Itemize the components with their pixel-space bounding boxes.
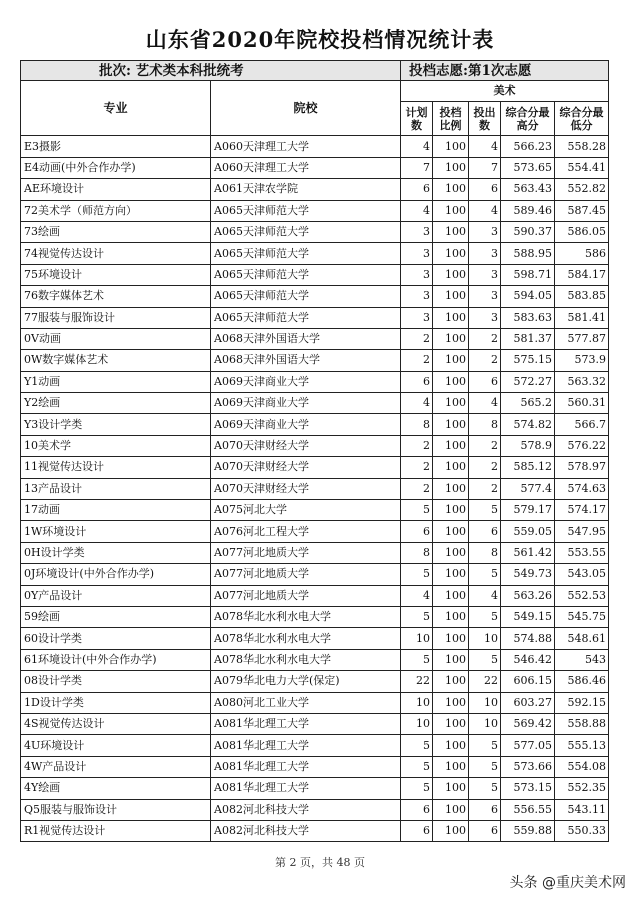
school-cell: A081华北理工大学 — [211, 735, 401, 756]
ratio-cell: 100 — [433, 778, 469, 799]
ratio-cell: 100 — [433, 799, 469, 820]
admitted-cell: 6 — [469, 820, 501, 841]
batch-row — [21, 61, 609, 81]
min-score-cell: 581.41 — [555, 307, 609, 328]
table-row — [21, 606, 609, 627]
plan-cell: 2 — [401, 435, 433, 456]
table-row — [21, 713, 609, 734]
max-score-cell: 579.17 — [501, 500, 555, 521]
major-cell: 17动画 — [21, 500, 211, 521]
major-cell: 72美术学（师范方向） — [21, 200, 211, 221]
table-row — [21, 264, 609, 285]
school-cell: A061天津农学院 — [211, 179, 401, 200]
major-cell: 60设计学类 — [21, 628, 211, 649]
min-score-cell: 543 — [555, 649, 609, 670]
min-score-cell: 560.31 — [555, 393, 609, 414]
school-cell: A070天津财经大学 — [211, 478, 401, 499]
school-cell: A081华北理工大学 — [211, 713, 401, 734]
admitted-cell: 3 — [469, 221, 501, 242]
art-group-header: 美术 — [401, 81, 609, 102]
plan-cell: 5 — [401, 500, 433, 521]
max-score-cell: 583.63 — [501, 307, 555, 328]
school-cell: A078华北水利水电大学 — [211, 649, 401, 670]
admitted-cell: 6 — [469, 521, 501, 542]
ratio-cell: 100 — [433, 671, 469, 692]
plan-cell: 22 — [401, 671, 433, 692]
major-cell: Q5服装与服饰设计 — [21, 799, 211, 820]
admitted-cell: 5 — [469, 606, 501, 627]
admitted-cell: 5 — [469, 756, 501, 777]
table-row — [21, 735, 609, 756]
school-cell: A068天津外国语大学 — [211, 350, 401, 371]
ratio-cell: 100 — [433, 500, 469, 521]
admitted-cell: 6 — [469, 371, 501, 392]
ratio-cell: 100 — [433, 542, 469, 563]
admitted-cell: 10 — [469, 628, 501, 649]
plan-cell: 4 — [401, 200, 433, 221]
plan-cell: 6 — [401, 179, 433, 200]
table-row — [21, 157, 609, 178]
major-cell: Y3设计学类 — [21, 414, 211, 435]
school-cell: A081华北理工大学 — [211, 756, 401, 777]
ratio-cell: 100 — [433, 478, 469, 499]
major-cell: 4U环境设计 — [21, 735, 211, 756]
table-row — [21, 414, 609, 435]
admitted-cell: 10 — [469, 713, 501, 734]
max-score-cell: 574.82 — [501, 414, 555, 435]
school-cell: A065天津师范大学 — [211, 307, 401, 328]
plan-cell: 3 — [401, 307, 433, 328]
min-score-cell: 543.05 — [555, 564, 609, 585]
admitted-cell: 3 — [469, 243, 501, 264]
ratio-cell: 100 — [433, 628, 469, 649]
admitted-cell: 5 — [469, 564, 501, 585]
plan-cell: 6 — [401, 799, 433, 820]
table-row — [21, 628, 609, 649]
admitted-cell: 22 — [469, 671, 501, 692]
ratio-cell: 100 — [433, 328, 469, 349]
admitted-cell: 4 — [469, 393, 501, 414]
school-cell: A077河北地质大学 — [211, 564, 401, 585]
table-row — [21, 778, 609, 799]
ratio-cell: 100 — [433, 735, 469, 756]
min-score-cell: 552.53 — [555, 585, 609, 606]
ratio-cell: 100 — [433, 221, 469, 242]
ratio-cell: 100 — [433, 136, 469, 157]
max-score-cell: 561.42 — [501, 542, 555, 563]
max-score-cell: 546.42 — [501, 649, 555, 670]
table-row — [21, 671, 609, 692]
table-row — [21, 521, 609, 542]
max-score-cell: 563.26 — [501, 585, 555, 606]
admission-table — [20, 60, 609, 842]
admitted-header: 投出数 — [469, 102, 501, 136]
plan-cell: 8 — [401, 414, 433, 435]
major-cell: Y1动画 — [21, 371, 211, 392]
plan-cell: 3 — [401, 286, 433, 307]
min-score-cell: 578.97 — [555, 457, 609, 478]
admitted-cell: 2 — [469, 350, 501, 371]
max-score-cell: 594.05 — [501, 286, 555, 307]
ratio-cell: 100 — [433, 692, 469, 713]
plan-cell: 2 — [401, 457, 433, 478]
min-score-cell: 558.88 — [555, 713, 609, 734]
school-cell: A082河北科技大学 — [211, 799, 401, 820]
max-score-cell: 574.88 — [501, 628, 555, 649]
plan-cell: 4 — [401, 136, 433, 157]
plan-cell: 8 — [401, 542, 433, 563]
min-score-cell: 586 — [555, 243, 609, 264]
school-cell: A078华北水利水电大学 — [211, 606, 401, 627]
min-score-cell: 586.46 — [555, 671, 609, 692]
min-score-cell: 554.41 — [555, 157, 609, 178]
table-row — [21, 179, 609, 200]
min-score-cell: 586.05 — [555, 221, 609, 242]
school-cell: A070天津财经大学 — [211, 457, 401, 478]
ratio-cell: 100 — [433, 713, 469, 734]
plan-cell: 2 — [401, 350, 433, 371]
min-score-cell: 554.08 — [555, 756, 609, 777]
table-row — [21, 692, 609, 713]
max-score-cell: 565.2 — [501, 393, 555, 414]
ratio-cell: 100 — [433, 264, 469, 285]
plan-cell: 3 — [401, 221, 433, 242]
choice-label: 投档志愿:第1次志愿 — [401, 61, 609, 81]
plan-cell: 4 — [401, 585, 433, 606]
page-footer: 第 2 页，共 48 页 — [275, 856, 365, 869]
major-cell: 0V动画 — [21, 328, 211, 349]
ratio-cell: 100 — [433, 521, 469, 542]
plan-cell: 6 — [401, 371, 433, 392]
ratio-cell: 100 — [433, 350, 469, 371]
major-cell: R1视觉传达设计 — [21, 820, 211, 841]
admitted-cell: 10 — [469, 692, 501, 713]
plan-cell: 5 — [401, 649, 433, 670]
table-row — [21, 200, 609, 221]
max-score-cell: 573.15 — [501, 778, 555, 799]
major-header: 专业 — [21, 81, 211, 136]
school-cell: A081华北理工大学 — [211, 778, 401, 799]
school-header: 院校 — [211, 81, 401, 136]
major-cell: 0Y产品设计 — [21, 585, 211, 606]
max-score-cell: 585.12 — [501, 457, 555, 478]
min-score-cell: 543.11 — [555, 799, 609, 820]
ratio-cell: 100 — [433, 157, 469, 178]
admitted-cell: 2 — [469, 457, 501, 478]
major-cell: 77服装与服饰设计 — [21, 307, 211, 328]
page-title: 山东省2020年院校投档情况统计表 — [145, 27, 495, 52]
major-cell: 0W数字媒体艺术 — [21, 350, 211, 371]
header-row-1 — [21, 81, 609, 102]
min-score-cell: 552.82 — [555, 179, 609, 200]
school-cell: A079华北电力大学(保定) — [211, 671, 401, 692]
min-score-cell: 587.45 — [555, 200, 609, 221]
table-row — [21, 221, 609, 242]
admitted-cell: 2 — [469, 435, 501, 456]
max-score-cell: 549.15 — [501, 606, 555, 627]
max-score-cell: 575.15 — [501, 350, 555, 371]
max-score-cell: 569.42 — [501, 713, 555, 734]
min-score-cell: 573.9 — [555, 350, 609, 371]
admitted-cell: 5 — [469, 778, 501, 799]
max-score-cell: 559.05 — [501, 521, 555, 542]
max-score-cell: 573.66 — [501, 756, 555, 777]
table-row — [21, 500, 609, 521]
max-score-cell: 573.65 — [501, 157, 555, 178]
max-score-cell: 603.27 — [501, 692, 555, 713]
table-row — [21, 136, 609, 157]
table-row — [21, 435, 609, 456]
plan-cell: 3 — [401, 243, 433, 264]
plan-cell: 5 — [401, 564, 433, 585]
admitted-cell: 2 — [469, 328, 501, 349]
major-cell: 61环境设计(中外合作办学) — [21, 649, 211, 670]
min-score-cell: 577.87 — [555, 328, 609, 349]
table-row — [21, 457, 609, 478]
ratio-header: 投档比例 — [433, 102, 469, 136]
ratio-cell: 100 — [433, 393, 469, 414]
admitted-cell: 8 — [469, 414, 501, 435]
major-cell: 1W环境设计 — [21, 521, 211, 542]
table-row — [21, 307, 609, 328]
max-score-cell: 578.9 — [501, 435, 555, 456]
watermark: 头条 @重庆美术网 — [509, 875, 626, 891]
school-cell: A082河北科技大学 — [211, 820, 401, 841]
major-cell: E3摄影 — [21, 136, 211, 157]
admitted-cell: 8 — [469, 542, 501, 563]
ratio-cell: 100 — [433, 564, 469, 585]
admitted-cell: 3 — [469, 307, 501, 328]
plan-cell: 6 — [401, 820, 433, 841]
max-score-header: 综合分最高分 — [501, 102, 555, 136]
admitted-cell: 6 — [469, 179, 501, 200]
ratio-cell: 100 — [433, 585, 469, 606]
plan-cell: 5 — [401, 735, 433, 756]
admitted-cell: 4 — [469, 136, 501, 157]
ratio-cell: 100 — [433, 820, 469, 841]
min-score-cell: 584.17 — [555, 264, 609, 285]
table-row — [21, 371, 609, 392]
table-row — [21, 585, 609, 606]
min-score-cell: 545.75 — [555, 606, 609, 627]
min-score-cell: 576.22 — [555, 435, 609, 456]
plan-cell: 4 — [401, 393, 433, 414]
plan-cell: 3 — [401, 264, 433, 285]
min-score-cell: 555.13 — [555, 735, 609, 756]
max-score-cell: 563.43 — [501, 179, 555, 200]
school-cell: A065天津师范大学 — [211, 243, 401, 264]
min-score-cell: 548.61 — [555, 628, 609, 649]
major-cell: 11视觉传达设计 — [21, 457, 211, 478]
max-score-cell: 549.73 — [501, 564, 555, 585]
table-body — [21, 136, 609, 842]
major-cell: AE环境设计 — [21, 179, 211, 200]
school-cell: A065天津师范大学 — [211, 221, 401, 242]
table-row — [21, 820, 609, 841]
table-row — [21, 756, 609, 777]
min-score-cell: 574.17 — [555, 500, 609, 521]
table-row — [21, 799, 609, 820]
ratio-cell: 100 — [433, 243, 469, 264]
admitted-cell: 5 — [469, 500, 501, 521]
min-score-cell: 547.95 — [555, 521, 609, 542]
max-score-cell: 606.15 — [501, 671, 555, 692]
min-score-cell: 574.63 — [555, 478, 609, 499]
admitted-cell: 5 — [469, 649, 501, 670]
school-cell: A065天津师范大学 — [211, 264, 401, 285]
school-cell: A065天津师范大学 — [211, 286, 401, 307]
major-cell: 1D设计学类 — [21, 692, 211, 713]
major-cell: 08设计学类 — [21, 671, 211, 692]
ratio-cell: 100 — [433, 179, 469, 200]
max-score-cell: 566.23 — [501, 136, 555, 157]
plan-cell: 5 — [401, 756, 433, 777]
school-cell: A077河北地质大学 — [211, 585, 401, 606]
max-score-cell: 598.71 — [501, 264, 555, 285]
ratio-cell: 100 — [433, 371, 469, 392]
ratio-cell: 100 — [433, 756, 469, 777]
max-score-cell: 556.55 — [501, 799, 555, 820]
min-score-cell: 563.32 — [555, 371, 609, 392]
school-cell: A077河北地质大学 — [211, 542, 401, 563]
major-cell: 76数字媒体艺术 — [21, 286, 211, 307]
ratio-cell: 100 — [433, 435, 469, 456]
min-score-cell: 550.33 — [555, 820, 609, 841]
school-cell: A078华北水利水电大学 — [211, 628, 401, 649]
table-row — [21, 286, 609, 307]
admitted-cell: 4 — [469, 200, 501, 221]
major-cell: Y2绘画 — [21, 393, 211, 414]
plan-cell: 10 — [401, 713, 433, 734]
school-cell: A075河北大学 — [211, 500, 401, 521]
admitted-cell: 3 — [469, 264, 501, 285]
major-cell: 4W产品设计 — [21, 756, 211, 777]
table-row — [21, 478, 609, 499]
plan-cell: 2 — [401, 478, 433, 499]
max-score-cell: 590.37 — [501, 221, 555, 242]
min-score-cell: 592.15 — [555, 692, 609, 713]
table-row — [21, 350, 609, 371]
max-score-cell: 589.46 — [501, 200, 555, 221]
school-cell: A070天津财经大学 — [211, 435, 401, 456]
max-score-cell: 588.95 — [501, 243, 555, 264]
table-row — [21, 564, 609, 585]
school-cell: A068天津外国语大学 — [211, 328, 401, 349]
plan-cell: 10 — [401, 628, 433, 649]
admitted-cell: 2 — [469, 478, 501, 499]
ratio-cell: 100 — [433, 649, 469, 670]
plan-cell: 7 — [401, 157, 433, 178]
max-score-cell: 581.37 — [501, 328, 555, 349]
plan-cell: 10 — [401, 692, 433, 713]
school-cell: A060天津理工大学 — [211, 136, 401, 157]
plan-cell: 5 — [401, 778, 433, 799]
school-cell: A060天津理工大学 — [211, 157, 401, 178]
admitted-cell: 3 — [469, 286, 501, 307]
ratio-cell: 100 — [433, 606, 469, 627]
ratio-cell: 100 — [433, 414, 469, 435]
ratio-cell: 100 — [433, 307, 469, 328]
school-cell: A069天津商业大学 — [211, 414, 401, 435]
major-cell: 74视觉传达设计 — [21, 243, 211, 264]
table-row — [21, 328, 609, 349]
school-cell: A069天津商业大学 — [211, 371, 401, 392]
admitted-cell: 5 — [469, 735, 501, 756]
major-cell: 4Y绘画 — [21, 778, 211, 799]
min-score-cell: 553.55 — [555, 542, 609, 563]
school-cell: A065天津师范大学 — [211, 200, 401, 221]
plan-cell: 2 — [401, 328, 433, 349]
table-row — [21, 542, 609, 563]
min-score-cell: 583.85 — [555, 286, 609, 307]
major-cell: 4S视觉传达设计 — [21, 713, 211, 734]
plan-cell: 6 — [401, 521, 433, 542]
max-score-cell: 572.27 — [501, 371, 555, 392]
major-cell: 0H设计学类 — [21, 542, 211, 563]
max-score-cell: 577.05 — [501, 735, 555, 756]
table-row — [21, 649, 609, 670]
max-score-cell: 577.4 — [501, 478, 555, 499]
major-cell: 10美术学 — [21, 435, 211, 456]
min-score-cell: 558.28 — [555, 136, 609, 157]
major-cell: 75环境设计 — [21, 264, 211, 285]
admitted-cell: 4 — [469, 585, 501, 606]
plan-cell: 5 — [401, 606, 433, 627]
min-score-cell: 552.35 — [555, 778, 609, 799]
school-cell: A069天津商业大学 — [211, 393, 401, 414]
min-score-header: 综合分最低分 — [555, 102, 609, 136]
admitted-cell: 6 — [469, 799, 501, 820]
major-cell: 0J环境设计(中外合作办学) — [21, 564, 211, 585]
admitted-cell: 7 — [469, 157, 501, 178]
ratio-cell: 100 — [433, 286, 469, 307]
table-row — [21, 393, 609, 414]
major-cell: E4动画(中外合作办学) — [21, 157, 211, 178]
major-cell: 59绘画 — [21, 606, 211, 627]
plan-header: 计划数 — [401, 102, 433, 136]
batch-label: 批次: 艺术类本科批统考 — [21, 61, 401, 81]
min-score-cell: 566.7 — [555, 414, 609, 435]
school-cell: A076河北工程大学 — [211, 521, 401, 542]
ratio-cell: 100 — [433, 200, 469, 221]
max-score-cell: 559.88 — [501, 820, 555, 841]
school-cell: A080河北工业大学 — [211, 692, 401, 713]
ratio-cell: 100 — [433, 457, 469, 478]
table-row — [21, 243, 609, 264]
major-cell: 13产品设计 — [21, 478, 211, 499]
major-cell: 73绘画 — [21, 221, 211, 242]
